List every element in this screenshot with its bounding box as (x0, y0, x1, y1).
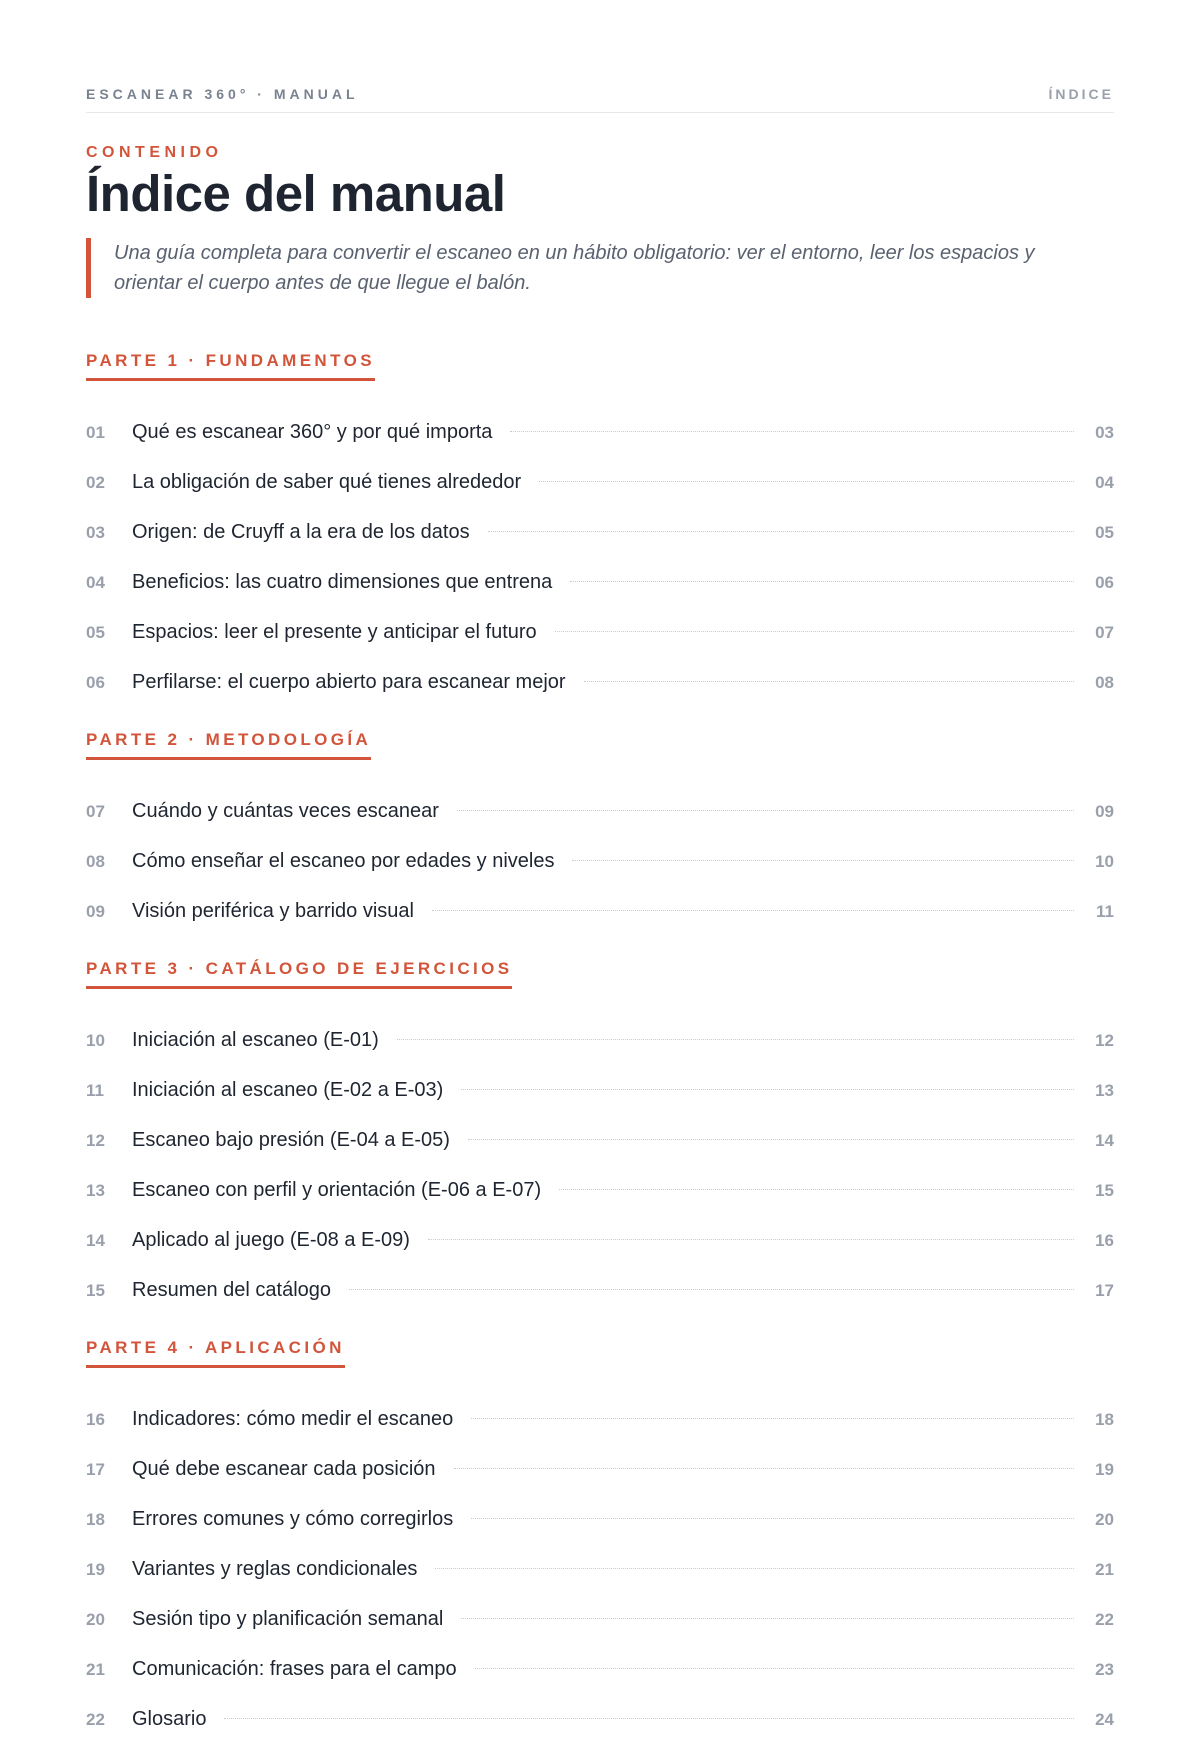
entry-number: 12 (86, 1131, 105, 1150)
entry-number: 16 (86, 1410, 105, 1429)
entry-page-number: 14 (1095, 1131, 1114, 1150)
entry-page-number: 20 (1095, 1510, 1114, 1529)
entry-title: Beneficios: las cuatro dimensiones que entrena (132, 571, 553, 593)
toc-entry[interactable] (86, 557, 1114, 607)
entry-number: 04 (86, 573, 105, 592)
entry-title: Qué es escanear 360° y por qué importa (132, 421, 493, 443)
toc-part (86, 350, 1114, 707)
toc-entry[interactable] (86, 457, 1114, 507)
entry-page-number: 03 (1095, 423, 1114, 442)
entry-number: 20 (86, 1610, 105, 1629)
dotted-leader (570, 580, 1074, 582)
dotted-leader (475, 1667, 1074, 1669)
entry-title: Sesión tipo y planificación semanal (132, 1608, 444, 1630)
entry-title: Cuándo y cuántas veces escanear (132, 800, 439, 822)
entry-number: 07 (86, 802, 105, 821)
toc-entry[interactable] (86, 1065, 1114, 1115)
entry-number: 03 (86, 523, 105, 542)
entry-page-number: 19 (1095, 1460, 1114, 1479)
toc-entry[interactable] (86, 657, 1114, 707)
entry-title: Espacios: leer el presente y anticipar el futuro (132, 621, 537, 643)
dotted-leader (461, 1617, 1074, 1619)
entry-page-number: 04 (1095, 473, 1114, 492)
entry-title: Aplicado al juego (E-08 a E-09) (132, 1229, 410, 1251)
entry-number: 09 (86, 902, 105, 921)
toc-part (86, 958, 1114, 1315)
entry-number: 05 (86, 623, 105, 642)
entry-number: 02 (86, 473, 105, 492)
toc-part (86, 729, 1114, 936)
entry-number: 18 (86, 1510, 105, 1529)
dotted-leader (555, 630, 1074, 632)
entry-page-number: 06 (1095, 573, 1114, 592)
toc-entry[interactable] (86, 1015, 1114, 1065)
entry-number: 13 (86, 1181, 105, 1200)
entry-title: Escaneo con perfil y orientación (E-06 a E-07) (132, 1179, 542, 1201)
entry-title: Glosario (132, 1708, 207, 1730)
toc-entry[interactable] (86, 786, 1114, 836)
toc-entry[interactable] (86, 1115, 1114, 1165)
entry-number: 10 (86, 1031, 105, 1050)
entry-page-number: 18 (1095, 1410, 1114, 1429)
entry-title: Visión periférica y barrido visual (132, 900, 414, 922)
entry-title: Iniciación al escaneo (E-02 a E-03) (132, 1079, 444, 1101)
dotted-leader (471, 1517, 1074, 1519)
toc-entry[interactable] (86, 1594, 1114, 1644)
toc-part (86, 1337, 1114, 1744)
toc-entry[interactable] (86, 1394, 1114, 1444)
entry-number: 01 (86, 423, 105, 442)
toc-entry[interactable] (86, 1544, 1114, 1594)
entry-number: 22 (86, 1710, 105, 1729)
entry-title: Iniciación al escaneo (E-01) (132, 1029, 379, 1051)
toc-entry[interactable] (86, 1444, 1114, 1494)
entry-title: Comunicación: frases para el campo (132, 1658, 457, 1680)
entry-title: Origen: de Cruyff a la era de los datos (132, 521, 470, 543)
entry-page-number: 05 (1095, 523, 1114, 542)
running-header (86, 86, 1114, 113)
dotted-leader (428, 1238, 1074, 1240)
section-eyebrow: CONTENIDO (86, 144, 223, 161)
entry-page-number: 12 (1095, 1031, 1114, 1050)
dotted-leader (539, 480, 1074, 482)
part-heading: PARTE 3 · CATÁLOGO DE EJERCICIOS (86, 958, 512, 989)
toc-entry[interactable] (86, 507, 1114, 557)
entry-page-number: 22 (1095, 1610, 1114, 1629)
dotted-leader (461, 1088, 1074, 1090)
entry-number: 15 (86, 1281, 105, 1300)
entry-page-number: 07 (1095, 623, 1114, 642)
part-heading: PARTE 1 · FUNDAMENTOS (86, 350, 375, 381)
entry-number: 14 (86, 1231, 105, 1250)
entry-title: Indicadores: cómo medir el escaneo (132, 1408, 454, 1430)
part-heading: PARTE 4 · APLICACIÓN (86, 1337, 345, 1368)
entry-number: 19 (86, 1560, 105, 1579)
entry-title: Errores comunes y cómo corregirlos (132, 1508, 454, 1530)
dotted-leader (454, 1467, 1074, 1469)
running-header-section: ÍNDICE (1048, 86, 1114, 102)
entry-page-number: 21 (1095, 1560, 1114, 1579)
entry-number: 21 (86, 1660, 105, 1679)
toc-entry[interactable] (86, 607, 1114, 657)
entry-page-number: 23 (1095, 1660, 1114, 1679)
dotted-leader (559, 1188, 1074, 1190)
dotted-leader (349, 1288, 1074, 1290)
toc-entry[interactable] (86, 836, 1114, 886)
entry-title: Variantes y reglas condicionales (132, 1558, 418, 1580)
entry-title: Escaneo bajo presión (E-04 a E-05) (132, 1129, 450, 1151)
toc-entry[interactable] (86, 1215, 1114, 1265)
entry-page-number: 17 (1095, 1281, 1114, 1300)
dotted-leader (488, 530, 1074, 532)
entry-page-number: 15 (1095, 1181, 1114, 1200)
page-title: Índice del manual (86, 165, 506, 222)
table-of-contents (86, 350, 1114, 1744)
dotted-leader (468, 1138, 1074, 1140)
entry-title: Resumen del catálogo (132, 1279, 332, 1301)
entry-number: 06 (86, 673, 105, 692)
toc-entry[interactable] (86, 1165, 1114, 1215)
entry-page-number: 10 (1095, 852, 1114, 871)
entry-title: Cómo enseñar el escaneo por edades y niveles (132, 850, 555, 872)
toc-entry[interactable] (86, 1644, 1114, 1694)
toc-entry[interactable] (86, 1494, 1114, 1544)
entry-title: Qué debe escanear cada posición (132, 1458, 436, 1480)
dotted-leader (572, 859, 1074, 861)
toc-entry[interactable] (86, 407, 1114, 457)
entry-page-number: 08 (1095, 673, 1114, 692)
toc-entry[interactable] (86, 886, 1114, 936)
entry-page-number: 13 (1095, 1081, 1114, 1100)
dotted-leader (397, 1038, 1074, 1040)
dotted-leader (584, 680, 1074, 682)
entry-number: 11 (86, 1081, 104, 1100)
entry-page-number: 11 (1096, 902, 1114, 921)
entry-page-number: 16 (1095, 1231, 1114, 1250)
entry-page-number: 24 (1095, 1710, 1114, 1729)
entry-page-number: 09 (1095, 802, 1114, 821)
dotted-leader (471, 1417, 1074, 1419)
entry-title: Perfilarse: el cuerpo abierto para escanear mejor (132, 671, 566, 693)
dotted-leader (510, 430, 1074, 432)
toc-entry[interactable] (86, 1265, 1114, 1315)
entry-number: 08 (86, 852, 105, 871)
dotted-leader (224, 1717, 1074, 1719)
running-header-title: ESCANEAR 360° · MANUAL (86, 86, 359, 102)
dotted-leader (432, 909, 1074, 911)
lead-quote: Una guía completa para convertir el escaneo en un hábito obligatorio: ver el entorno, leer los espacios y orientar el cuerpo antes de que llegue el balón. (86, 238, 1086, 298)
dotted-leader (457, 809, 1074, 811)
entry-number: 17 (86, 1460, 105, 1479)
entry-title: La obligación de saber qué tienes alrededor (132, 471, 522, 493)
part-heading: PARTE 2 · METODOLOGÍA (86, 729, 371, 760)
toc-entry[interactable] (86, 1694, 1114, 1744)
dotted-leader (435, 1567, 1074, 1569)
